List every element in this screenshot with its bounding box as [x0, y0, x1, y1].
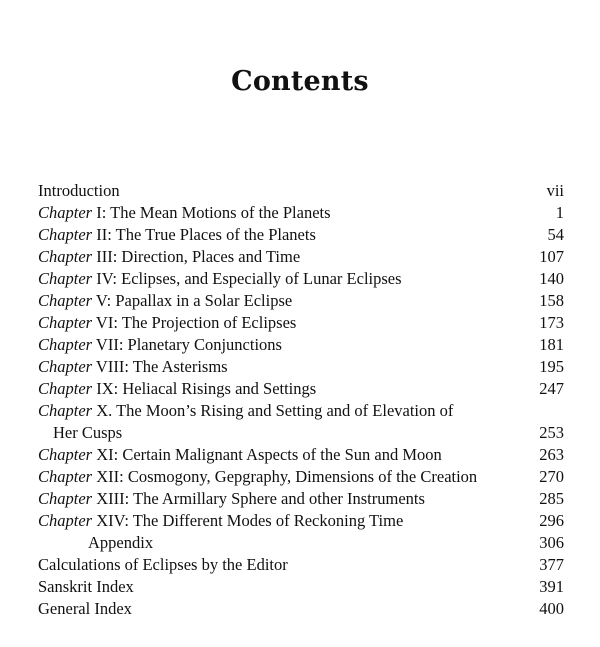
toc-entry-prefix: Chapter	[38, 203, 93, 222]
toc-entry-page: 195	[539, 357, 564, 376]
toc-entry-text: Appendix	[88, 533, 154, 552]
toc-entry-text: II: The True Places of the Planets	[92, 225, 316, 244]
toc-entry-prefix: Chapter	[38, 357, 93, 376]
toc-entry-title	[38, 290, 292, 312]
toc-entry-page: 400	[539, 599, 564, 618]
toc-entry-text: VI: The Projection of Eclipses	[92, 313, 297, 332]
toc-entry-text: Her Cusps	[53, 423, 123, 442]
toc-entry-text: Calculations of Eclipses by the Editor	[38, 555, 288, 574]
toc-entry-title	[38, 334, 282, 356]
toc-entry	[38, 554, 564, 576]
toc-entry-page: 377	[539, 555, 564, 574]
toc-entry-page: 173	[539, 313, 564, 332]
toc-entry	[38, 290, 564, 312]
toc-entry-page: 285	[539, 489, 564, 508]
toc-entry-prefix: Chapter	[38, 489, 93, 508]
toc-entry-text: XIII: The Armillary Sphere and other Instruments	[92, 489, 425, 508]
toc-entry-page: 140	[539, 269, 564, 288]
toc-entry-prefix: Chapter	[38, 467, 93, 486]
toc-entry	[38, 334, 564, 356]
toc-entry-title	[38, 598, 132, 620]
toc-entry	[38, 378, 564, 400]
toc-entry-prefix: Chapter	[38, 335, 93, 354]
toc-entry-page: 1	[555, 203, 564, 222]
toc-entry-prefix: Chapter	[38, 225, 93, 244]
toc-entry-title	[38, 180, 120, 202]
toc-entry	[38, 224, 564, 246]
toc-entry-text: IV: Eclipses, and Especially of Lunar Eclipses	[92, 269, 402, 288]
toc-entry-title	[38, 554, 288, 576]
toc-entry-title	[38, 466, 477, 488]
toc-entry	[38, 532, 564, 554]
toc-entry-page: 306	[539, 533, 564, 552]
toc-entry	[38, 488, 564, 510]
toc-entry-page: 253	[539, 423, 564, 442]
toc-entry-title	[38, 576, 134, 598]
toc-entry-prefix: Chapter	[38, 401, 93, 420]
toc-entry-prefix: Chapter	[38, 511, 93, 530]
toc-entry	[38, 598, 564, 620]
toc-entry-title	[38, 202, 331, 224]
toc-entry-text: General Index	[38, 599, 132, 618]
page-title: Contents	[231, 66, 369, 97]
toc-entry-page: 391	[539, 577, 564, 596]
toc-entry	[38, 510, 564, 532]
toc-entry-title	[38, 268, 402, 290]
toc-entry-page: 107	[539, 247, 564, 266]
toc-entry-text: VIII: The Asterisms	[92, 357, 228, 376]
toc-entry-title	[38, 246, 300, 268]
toc-entry-prefix: Chapter	[38, 313, 93, 332]
table-of-contents	[38, 180, 564, 620]
toc-entry	[38, 268, 564, 290]
toc-entry-text: XII: Cosmogony, Gepgraphy, Dimensions of the Creation	[92, 467, 478, 486]
toc-entry-prefix: Chapter	[38, 445, 93, 464]
toc-entry	[38, 400, 564, 422]
toc-entry-text: VII: Planetary Conjunctions	[92, 335, 282, 354]
toc-entry-text: III: Direction, Places and Time	[92, 247, 301, 266]
toc-entry-title	[38, 444, 442, 466]
toc-entry-page: vii	[546, 181, 564, 200]
toc-entry	[38, 180, 564, 202]
toc-entry-text: Introduction	[38, 181, 120, 200]
toc-entry-page: 247	[539, 379, 564, 398]
toc-entry-title	[38, 422, 122, 444]
toc-entry-title	[38, 312, 296, 334]
toc-entry-title	[38, 378, 316, 400]
toc-entry-title	[38, 488, 425, 510]
toc-entry-prefix: Chapter	[38, 269, 93, 288]
toc-entry	[38, 312, 564, 334]
toc-entry-title	[38, 532, 153, 554]
toc-entry-text: IX: Heliacal Risings and Settings	[92, 379, 317, 398]
toc-entry-page: 158	[539, 291, 564, 310]
toc-entry-page: 270	[539, 467, 564, 486]
toc-entry-prefix: Chapter	[38, 379, 93, 398]
toc-entry	[38, 444, 564, 466]
toc-entry-prefix: Chapter	[38, 247, 93, 266]
toc-entry-page: 296	[539, 511, 564, 530]
toc-entry	[38, 246, 564, 268]
toc-entry-title	[38, 400, 453, 422]
toc-entry-text: I: The Mean Motions of the Planets	[92, 203, 331, 222]
toc-entry-page: 54	[547, 225, 564, 244]
toc-entry-title	[38, 510, 403, 532]
toc-entry-title	[38, 224, 316, 246]
toc-entry-text: X. The Moon’s Rising and Setting and of Elevation of	[92, 401, 454, 420]
toc-entry-prefix: Chapter	[38, 291, 93, 310]
toc-entry	[38, 356, 564, 378]
toc-entry-text: V: Papallax in a Solar Eclipse	[92, 291, 293, 310]
toc-entry-text: XI: Certain Malignant Aspects of the Sun and Moon	[92, 445, 442, 464]
toc-entry-page: 263	[539, 445, 564, 464]
toc-entry-text: XIV: The Different Modes of Reckoning Time	[92, 511, 404, 530]
toc-entry	[38, 466, 564, 488]
toc-entry	[38, 576, 564, 598]
toc-entry	[38, 202, 564, 224]
toc-entry-page: 181	[539, 335, 564, 354]
toc-entry-text: Sanskrit Index	[38, 577, 134, 596]
toc-entry	[38, 422, 564, 444]
toc-entry-title	[38, 356, 228, 378]
